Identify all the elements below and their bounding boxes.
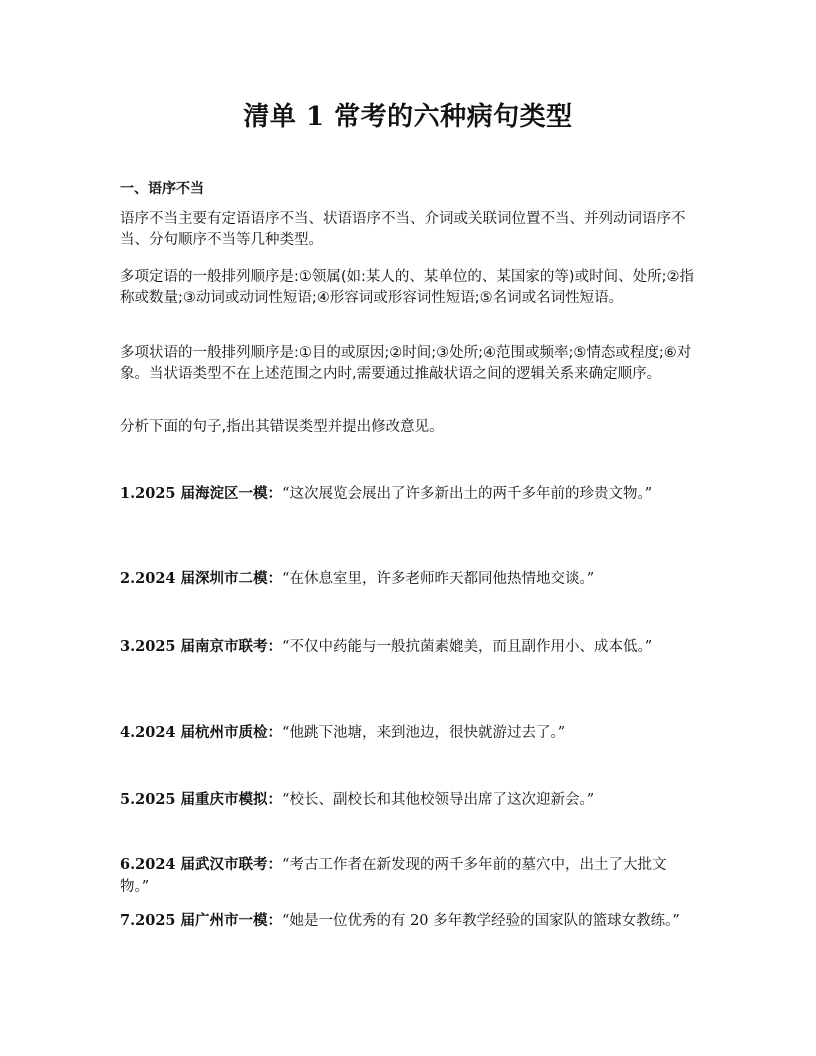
question-source: 1.2025 届海淀区一模：: [120, 485, 283, 502]
question-item: [120, 636, 695, 658]
question-sentence: “校长、副校长和其他校领导出席了这次迎新会。”: [282, 792, 595, 808]
question-item: [120, 483, 695, 505]
instruction-paragraph: 分析下面的句子,指出其错误类型并提出修改意见。: [120, 419, 444, 435]
question-item: [120, 568, 695, 590]
question-sentence: “不仅中药能与一般抗菌素媲美，而且副作用小、成本低。”: [282, 639, 653, 655]
section-heading: 一、语序不当: [120, 181, 204, 197]
question-source: 7.2025 届广州市一模：: [120, 912, 283, 929]
question-source: 4.2024 届杭州市质检：: [120, 724, 283, 741]
question-source: 6.2024 届武汉市联考：: [120, 856, 283, 873]
question-item: [120, 722, 695, 744]
question-source: 2.2024 届深圳市二模：: [120, 570, 283, 587]
adverbial-order-paragraph: 多项状语的一般排列顺序是:①目的或原因;②时间;③处所;④范围或频率;⑤情态或程度;⑥对象。当状语类型不在上述范围之内时,需要通过推敲状语之间的逻辑关系来确定顺序。: [120, 345, 692, 382]
question-sentence: “她是一位优秀的有 20 多年教学经验的国家队的篮球女教练。”: [282, 913, 680, 929]
page-title: 清单 1 常考的六种病句类型: [243, 102, 573, 132]
intro-paragraph: 语序不当主要有定语语序不当、状语语序不当、介词或关联词位置不当、并列动词语序不当、分句顺序不当等几种类型。: [120, 211, 686, 248]
question-item: [120, 910, 695, 932]
question-item: [120, 789, 695, 811]
question-item: [120, 854, 695, 898]
question-source: 5.2025 届重庆市模拟：: [120, 791, 283, 808]
question-sentence: “考古工作者在新发现的两千多年前的墓穴中，出土了大批文物。”: [120, 857, 667, 895]
question-sentence: “这次展览会展出了许多新出土的两千多年前的珍贵文物。”: [282, 486, 653, 502]
attributive-order-paragraph: 多项定语的一般排列顺序是:①领属(如:某人的、某单位的、某国家的等)或时间、处所;②指称或数量;③动词或动词性短语;④形容词或形容词性短语;⑤名词或名词性短语。: [120, 269, 694, 306]
question-sentence: “他跳下池塘，来到池边，很快就游过去了。”: [282, 725, 566, 741]
question-source: 3.2025 届南京市联考：: [120, 638, 283, 655]
question-sentence: “在休息室里，许多老师昨天都同他热情地交谈。”: [282, 571, 595, 587]
